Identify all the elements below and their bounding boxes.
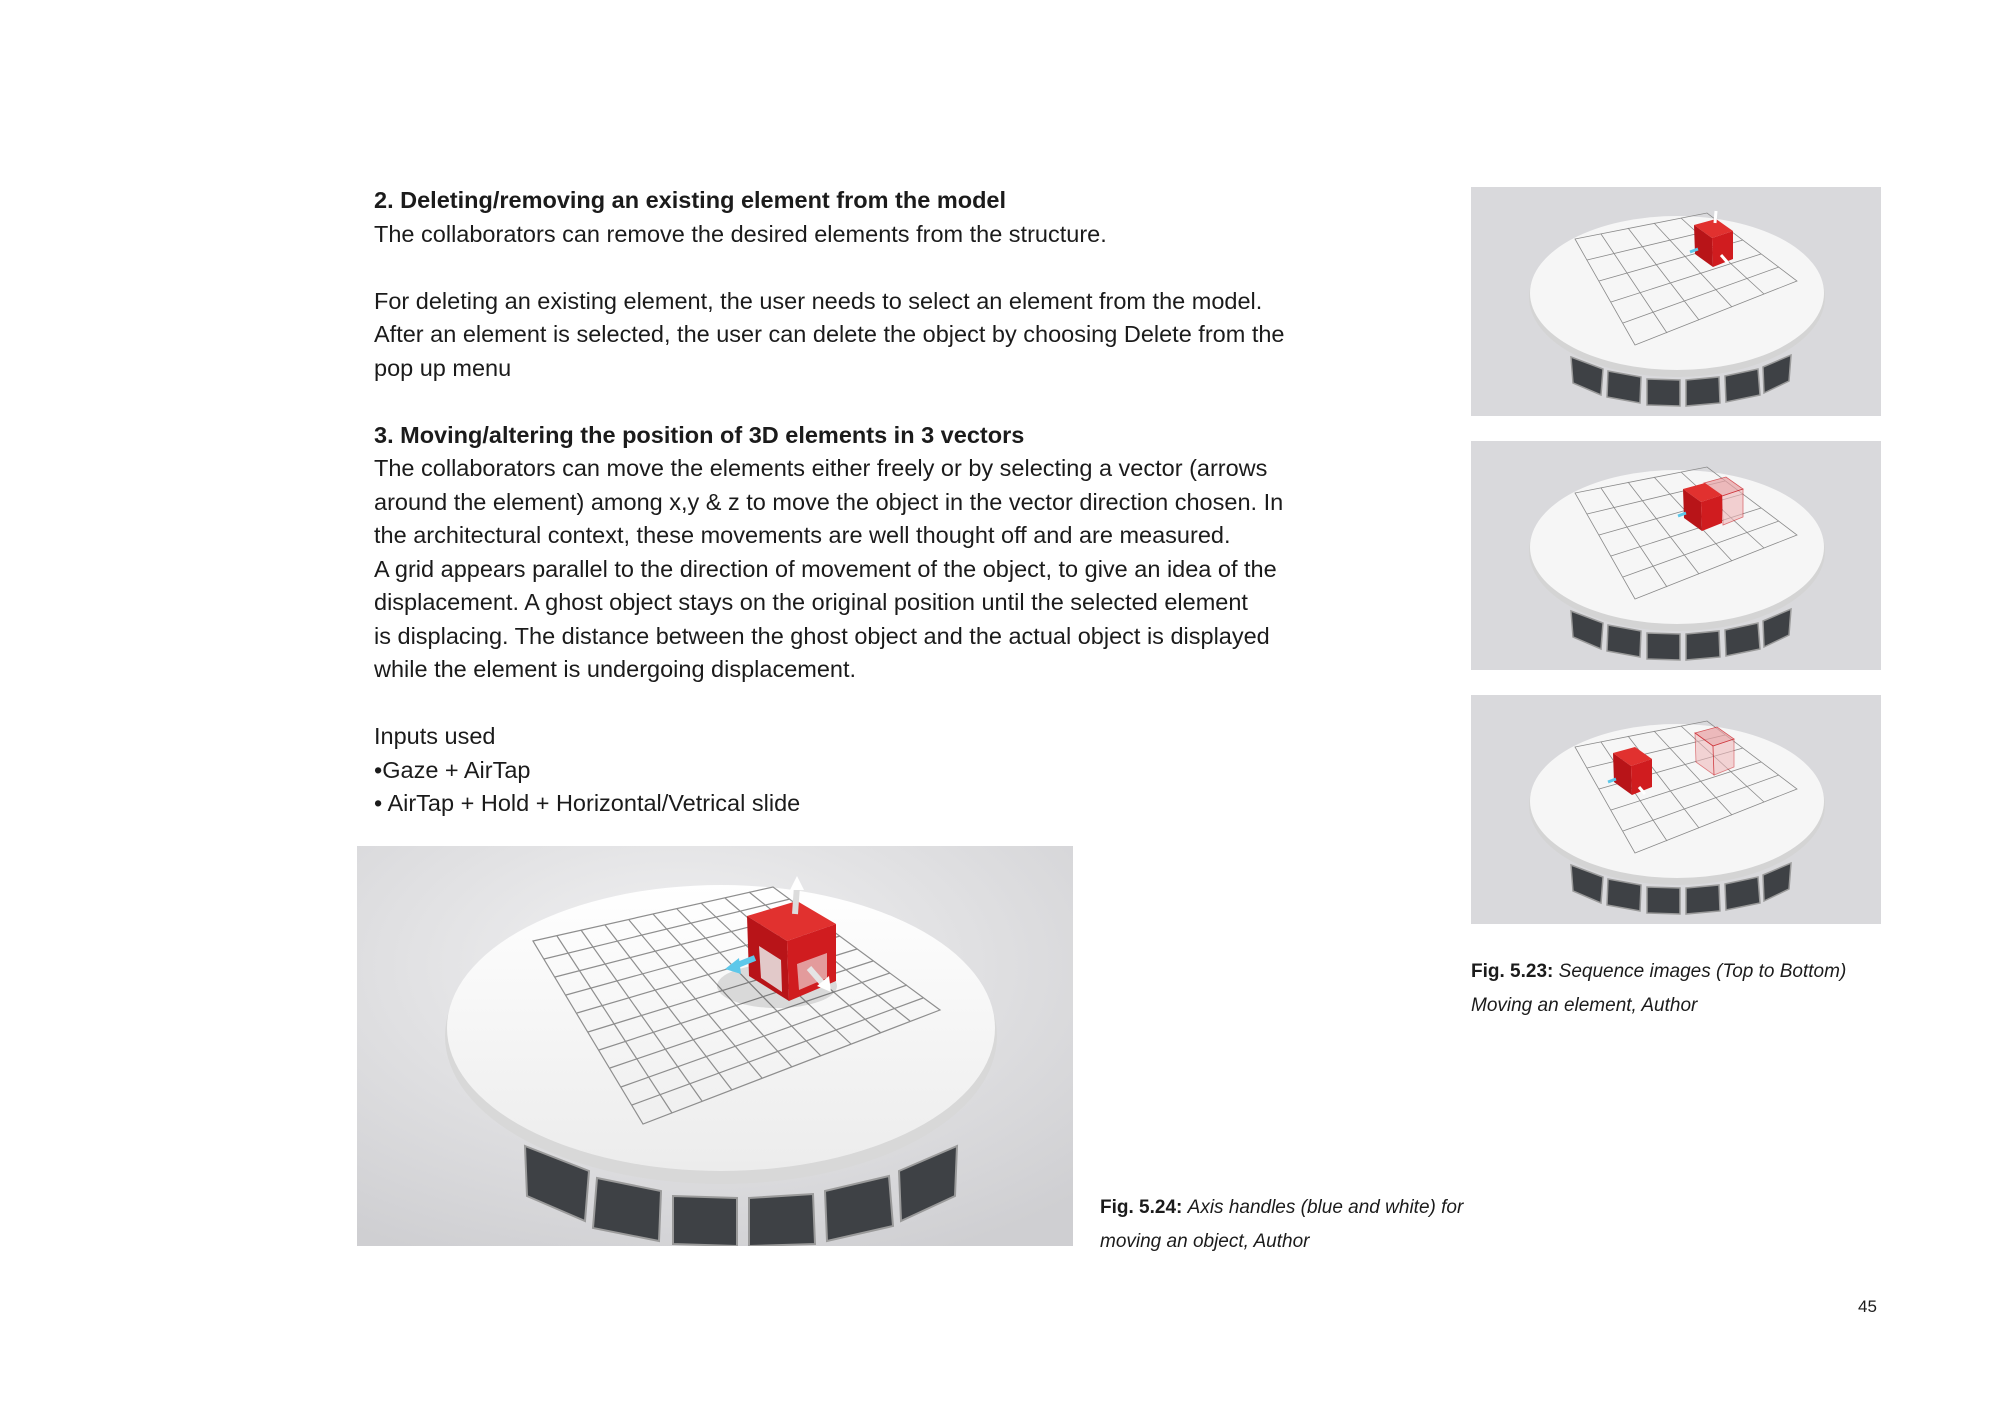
section-3-line: The collaborators can move the elements either freely or by selecting a vector (arrows: [374, 455, 1268, 481]
section-2-para-line: pop up menu: [374, 354, 512, 381]
section-2-line: The collaborators can remove the desired elements from the structure.: [374, 220, 1107, 247]
inputs-heading: Inputs used: [374, 723, 496, 749]
section-3-line: the architectural context, these movements are well thought off and are measured.: [374, 522, 1231, 548]
section-2-heading: 2. Deleting/removing an existing element from the model: [374, 187, 1007, 213]
figure-5-24-caption: [1100, 1191, 1520, 1258]
figure-5-23-caption-line: Sequence images (Top to Bottom): [1558, 961, 1847, 982]
section-3-line: is displacing. The distance between the ghost object and the actual object is displayed: [374, 622, 1270, 649]
figure-5-24-label: Fig. 5.24:: [1100, 1197, 1183, 1218]
figure-5-24-image: [357, 846, 1073, 1246]
figure-5-23-caption: [1471, 955, 1891, 1022]
section-3-line: A grid appears parallel to the direction of movement of the object, to give an idea of the: [374, 555, 1277, 582]
section-3-line: around the element) among x,y & z to move the object in the vector direction chosen. In: [374, 488, 1284, 515]
section-3-heading: 3. Moving/altering the position of 3D elements in 3 vectors: [374, 421, 1025, 448]
inputs-item: •Gaze + AirTap: [374, 756, 531, 783]
figure-5-23-image-1: [1471, 187, 1881, 416]
figure-5-23-image-3: [1471, 695, 1881, 924]
section-2-para-line: For deleting an existing element, the user needs to select an element from the model.: [374, 287, 1263, 314]
body-text: [374, 184, 1354, 821]
figure-5-24-caption-line: moving an object, Author: [1100, 1230, 1310, 1252]
section-2-para-line: After an element is selected, the user can delete the object by choosing Delete from the: [374, 321, 1285, 347]
figure-5-23-caption-line: Moving an element, Author: [1471, 994, 1698, 1016]
figure-5-23-image-2: [1471, 441, 1881, 670]
page-number: 45: [1858, 1297, 1877, 1316]
figure-5-24-caption-line: Axis handles (blue and white) for: [1187, 1197, 1464, 1218]
section-3-line: while the element is undergoing displacement.: [374, 656, 857, 682]
section-3-line: displacement. A ghost object stays on the original position until the selected element: [374, 589, 1248, 615]
inputs-item: • AirTap + Hold + Horizontal/Vetrical slide: [374, 790, 801, 816]
figure-5-23-label: Fig. 5.23:: [1471, 961, 1554, 982]
